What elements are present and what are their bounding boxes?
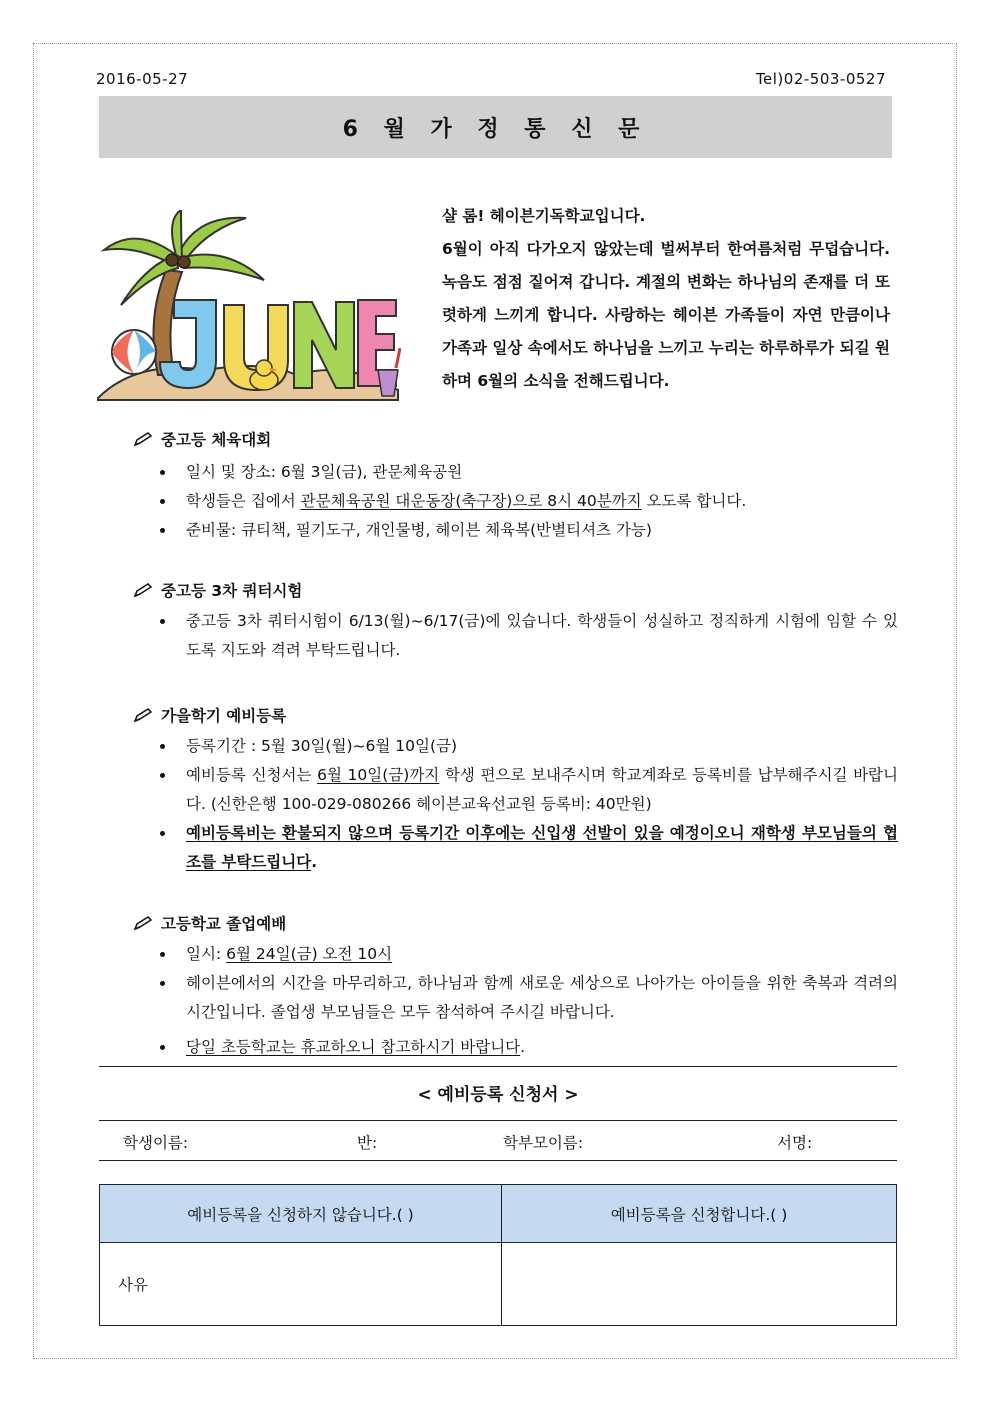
- phone-number: Tel)02-503-0527: [755, 70, 886, 88]
- list-item: [158, 487, 898, 516]
- apply-option-label: 예비등록을 신청합니다.( ): [610, 1205, 788, 1224]
- sports-item-2-pre: 학생들은 집에서: [186, 492, 301, 510]
- form-top-divider: [99, 1066, 897, 1067]
- sports-item-2-underline: 관문체육공원 대운동장(축구장)으로 8시 40분까지: [300, 492, 642, 510]
- intro-greeting: 샬 롬! 헤이븐기독학교입니다.: [442, 207, 646, 225]
- list-item: [158, 819, 898, 877]
- list-item: [158, 1033, 898, 1062]
- sports-item-2-post: 오도록 합니다.: [641, 492, 747, 510]
- section-title-sports-text: 중고등 체육대회: [161, 431, 272, 449]
- registration-table: [99, 1184, 897, 1326]
- reason-cell[interactable]: [118, 1243, 498, 1325]
- pencil-icon: [133, 707, 155, 723]
- graduation-item-1-pre: 일시:: [186, 945, 227, 963]
- list-item: [158, 761, 898, 819]
- signature-label: 서명:: [777, 1134, 813, 1152]
- pencil-icon: [133, 582, 155, 598]
- issue-date: 2016-05-27: [96, 70, 189, 88]
- student-name-label: 학생이름:: [123, 1134, 189, 1152]
- list-item: [158, 516, 898, 545]
- newsletter-title: 6 월 가 정 통 신 문: [342, 116, 649, 142]
- preregister-list: [158, 732, 898, 877]
- section-title-graduation-text: 고등학교 졸업예배: [161, 915, 287, 933]
- form-title-divider: [99, 1120, 897, 1121]
- decline-option-label: 예비등록을 신청하지 않습니다.( ): [187, 1205, 414, 1224]
- list-item: [158, 458, 898, 487]
- apply-option-cell[interactable]: [502, 1185, 896, 1242]
- intro-paragraph: [442, 200, 890, 398]
- list-item: [158, 607, 898, 665]
- class-label: 반:: [357, 1134, 378, 1152]
- graduation-list: [158, 940, 898, 1062]
- graduation-item-2: 헤이븐에서의 시간을 마무리하고, 하나님과 함께 새로운 세상으로 나아가는 아이들을 위한 축복과 격려의 시간입니다. 졸업생 부모님들은 모두 참석하여 주시길 바랍니다.: [186, 974, 898, 1021]
- section-title-preregister: [133, 704, 286, 726]
- intro-body: 6월이 아직 다가오지 않았는데 벌써부터 한여름처럼 무덥습니다. 녹음도 점점 짙어져 갑니다. 계절의 변화는 하나님의 존재를 더 또렷하게 느끼게 합니다. 사랑하는 헤이븐 가족들이 자연 만큼이나 가족과 일상 속에서도 하나님을 느끼고 누리는 하루하루가 되길 원하며 6월의 소식을 전해드립니다.: [442, 240, 890, 390]
- form-fields-divider: [99, 1160, 897, 1161]
- graduation-item-3-post: .: [520, 1038, 526, 1056]
- parent-name-label: 학부모이름:: [503, 1134, 584, 1152]
- preregister-item-3-post: .: [311, 853, 318, 871]
- quarter-list: [158, 607, 898, 665]
- section-title-quarter: [133, 579, 302, 601]
- section-title-preregister-text: 가을학기 예비등록: [161, 707, 287, 725]
- preregister-item-2-post: 학생 편으로 보내주시며 학교계좌로 등록비를 납부해주시길 바랍니다. (신한은행 100-029-080266 헤이븐교육선교원 등록비: 40만원): [186, 766, 898, 813]
- reason-label: 사유: [118, 1276, 148, 1294]
- preregister-item-1: 등록기간 : 5월 30일(월)~6월 10일(금): [186, 737, 458, 755]
- preregister-item-2-pre: 예비등록 신청서는: [186, 766, 318, 784]
- list-item: [158, 732, 898, 761]
- section-title-graduation: [133, 912, 286, 934]
- section-title-sports: [133, 428, 271, 450]
- quarter-item-1: 중고등 3차 쿼터시험이 6/13(월)~6/17(금)에 있습니다. 학생들이 성실하고 정직하게 시험에 임할 수 있도록 지도와 격려 부탁드립니다.: [186, 612, 898, 659]
- graduation-item-3-underline: 당일 초등학교는 휴교하오니 참고하시기 바랍니다: [186, 1038, 521, 1056]
- section-title-quarter-text: 중고등 3차 쿼터시험: [161, 582, 303, 600]
- sports-item-1: 일시 및 장소: 6월 3일(금), 관문체육공원: [186, 463, 463, 481]
- sports-list: [158, 458, 898, 545]
- title-bar: [99, 96, 892, 158]
- apply-input-cell[interactable]: [502, 1243, 896, 1325]
- graduation-item-1-underline: 6월 24일(금) 오전 10시: [226, 945, 393, 963]
- decline-option-cell[interactable]: [100, 1185, 501, 1242]
- list-item: [158, 969, 898, 1027]
- june-beach-palm-illustration: [96, 210, 401, 405]
- list-item: [158, 940, 898, 969]
- preregister-item-2-underline: 6월 10일(금)까지: [317, 766, 440, 784]
- pencil-icon: [133, 915, 155, 931]
- form-fields-row: [99, 1131, 897, 1153]
- preregister-item-3-underline: 예비등록비는 환불되지 않으며 등록기간 이후에는 신입생 선발이 있을 예정이오니 재학생 부모님들의 협조를 부탁드립니다: [186, 824, 898, 871]
- form-title: < 예비등록 신청서 >: [417, 1085, 579, 1105]
- pencil-icon: [133, 431, 155, 447]
- sports-item-3: 준비물: 큐티책, 필기도구, 개인물병, 헤이븐 체육복(반별티셔츠 가능): [186, 521, 652, 539]
